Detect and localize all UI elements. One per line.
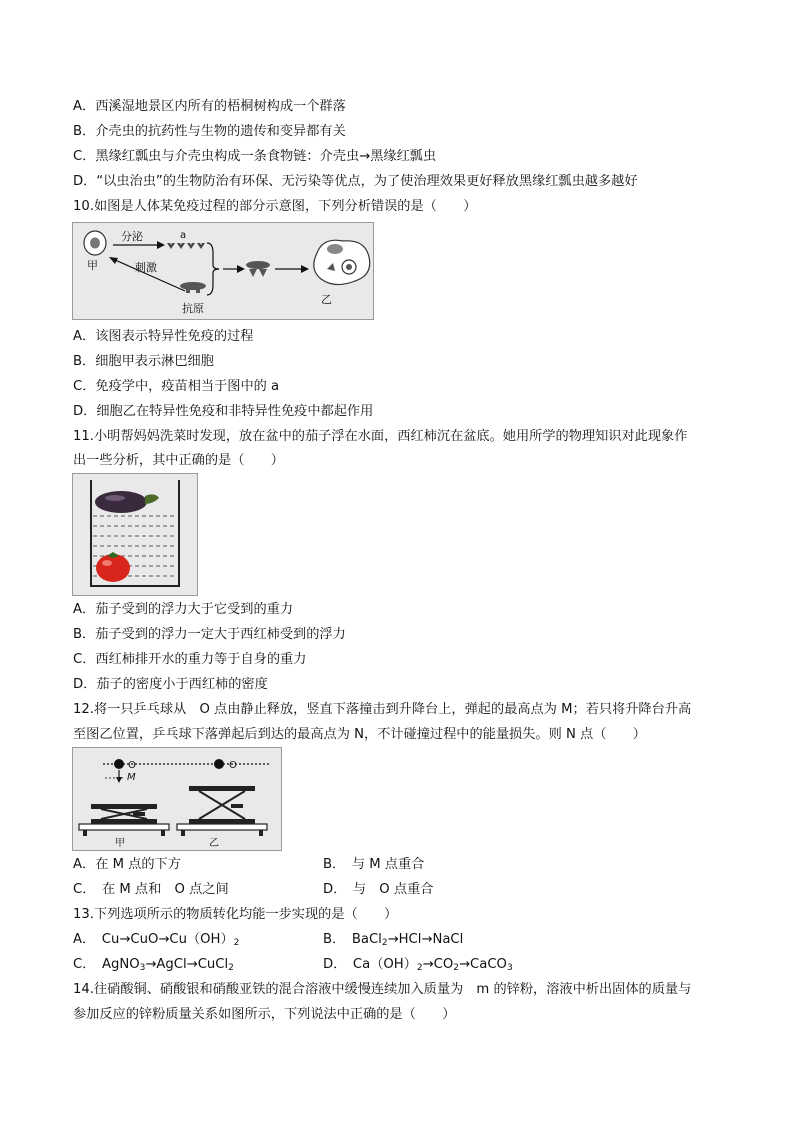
q14-stem-line1: 14.往硝酸铜、硝酸银和硝酸亚铁的混合溶液中缓慢连续加入质量为 m 的锌粉，溶液中析出固体的质量与: [73, 982, 692, 997]
lift-table-jia-icon: [79, 804, 169, 836]
q10-option-d: D．细胞乙在特异性免疫和非特异性免疫中都起作用: [73, 404, 374, 419]
basin-figure: [72, 473, 198, 596]
q11-stem-line2: 出一些分析，其中正确的是（ ）: [73, 453, 284, 468]
q13-option-b: B． BaCl$_2$→HCl→NaCl: [323, 932, 464, 948]
ball-jia-icon: [114, 759, 124, 769]
label-fenmi: 分泌: [121, 230, 143, 243]
label-jia: 甲: [87, 259, 98, 272]
q10-option-b: B．细胞甲表示淋巴细胞: [73, 354, 214, 369]
cell-yi-icon: [314, 240, 370, 284]
label-jia-lift: 甲: [115, 838, 125, 849]
q12-option-a: A．在 M 点的下方: [73, 857, 181, 872]
label-ciji: 刺激: [135, 261, 157, 274]
q13-option-d: D． $Ca(OH)_2\to CO_2\to CaCO_3$: [323, 957, 513, 973]
eggplant-icon: [95, 491, 159, 513]
label-o-jia: O: [128, 760, 136, 771]
q11-option-b: B．茄子受到的浮力一定大于西红柿受到的浮力: [73, 627, 346, 642]
ball-yi-icon: [214, 759, 224, 769]
q9-option-c: C．黑缘红瓢虫与介壳虫构成一条食物链：介壳虫→黑缘红瓢虫: [73, 149, 437, 164]
q10-stem: 10.如图是人体某免疫过程的部分示意图，下列分析错误的是（ ）: [73, 199, 477, 214]
label-yi: 乙: [321, 293, 332, 306]
q9-option-a: A．西溪湿地景区内所有的梧桐树构成一个群落: [73, 99, 346, 114]
q12-stem-line2: 至图乙位置，乒乓球下落弹起后到达的最高点为 N，不计碰撞过程中的能量损失。则 N 点（ ）: [73, 727, 646, 742]
q13-option-c: C． AgNO$_3$→AgCl→CuCl$_2$: [73, 957, 234, 973]
q10-option-c: C．免疫学中，疫苗相当于图中的 a: [73, 379, 280, 394]
lift-table-figure: [72, 747, 282, 851]
q9-option-b: B．介壳虫的抗药性与生物的遗传和变异都有关: [73, 124, 346, 139]
q12-option-c: C． 在 M 点和 O 点之间: [73, 882, 229, 897]
q12-option-d: D． 与 O 点重合: [323, 882, 434, 897]
q11-option-a: A．茄子受到的浮力大于它受到的重力: [73, 602, 294, 617]
immune-process-figure: [72, 222, 374, 320]
q11-stem-line1: 11.小明帮妈妈洗菜时发现，放在盆中的茄子浮在水面，西红柿沉在盆底。她用所学的物理知识对此现象作: [73, 429, 688, 444]
antibody-icon: [167, 243, 205, 249]
q13-stem: 13.下列选项所示的物质转化均能一步实现的是（ ）: [73, 907, 398, 922]
antigen-icon: [180, 282, 206, 293]
cell-jia-icon: [84, 231, 106, 255]
lift-table-yi-icon: [177, 786, 267, 836]
q9-option-d: D．“以虫治虫”的生物防治有环保、无污染等优点，为了使治理效果更好释放黑缘红瓢虫越多越好: [73, 174, 638, 189]
q12-option-b: B． 与 M 点重合: [323, 857, 425, 872]
q13-option-a: A． $Cu\to CuO\to Cu(OH)_2$: [73, 932, 240, 948]
q12-stem-line1: 12.将一只乒乓球从 O 点由静止释放，竖直下落撞击到升降台上，弹起的最高点为 M；若只将升降台升高: [73, 702, 692, 717]
label-kangyuan: 抗原: [182, 302, 204, 315]
label-yi-lift: 乙: [209, 838, 219, 849]
label-m: M: [127, 772, 136, 783]
label-a: a: [180, 230, 187, 241]
q11-option-d: D．茄子的密度小于西红柿的密度: [73, 677, 268, 692]
label-o-yi: O: [229, 760, 237, 771]
complex-icon: [246, 261, 270, 277]
q14-stem-line2: 参加反应的锌粉质量关系如图所示，下列说法中正确的是（ ）: [73, 1007, 456, 1022]
q11-option-c: C．西红柿排开水的重力等于自身的重力: [73, 652, 307, 667]
q10-option-a: A．该图表示特异性免疫的过程: [73, 329, 254, 344]
